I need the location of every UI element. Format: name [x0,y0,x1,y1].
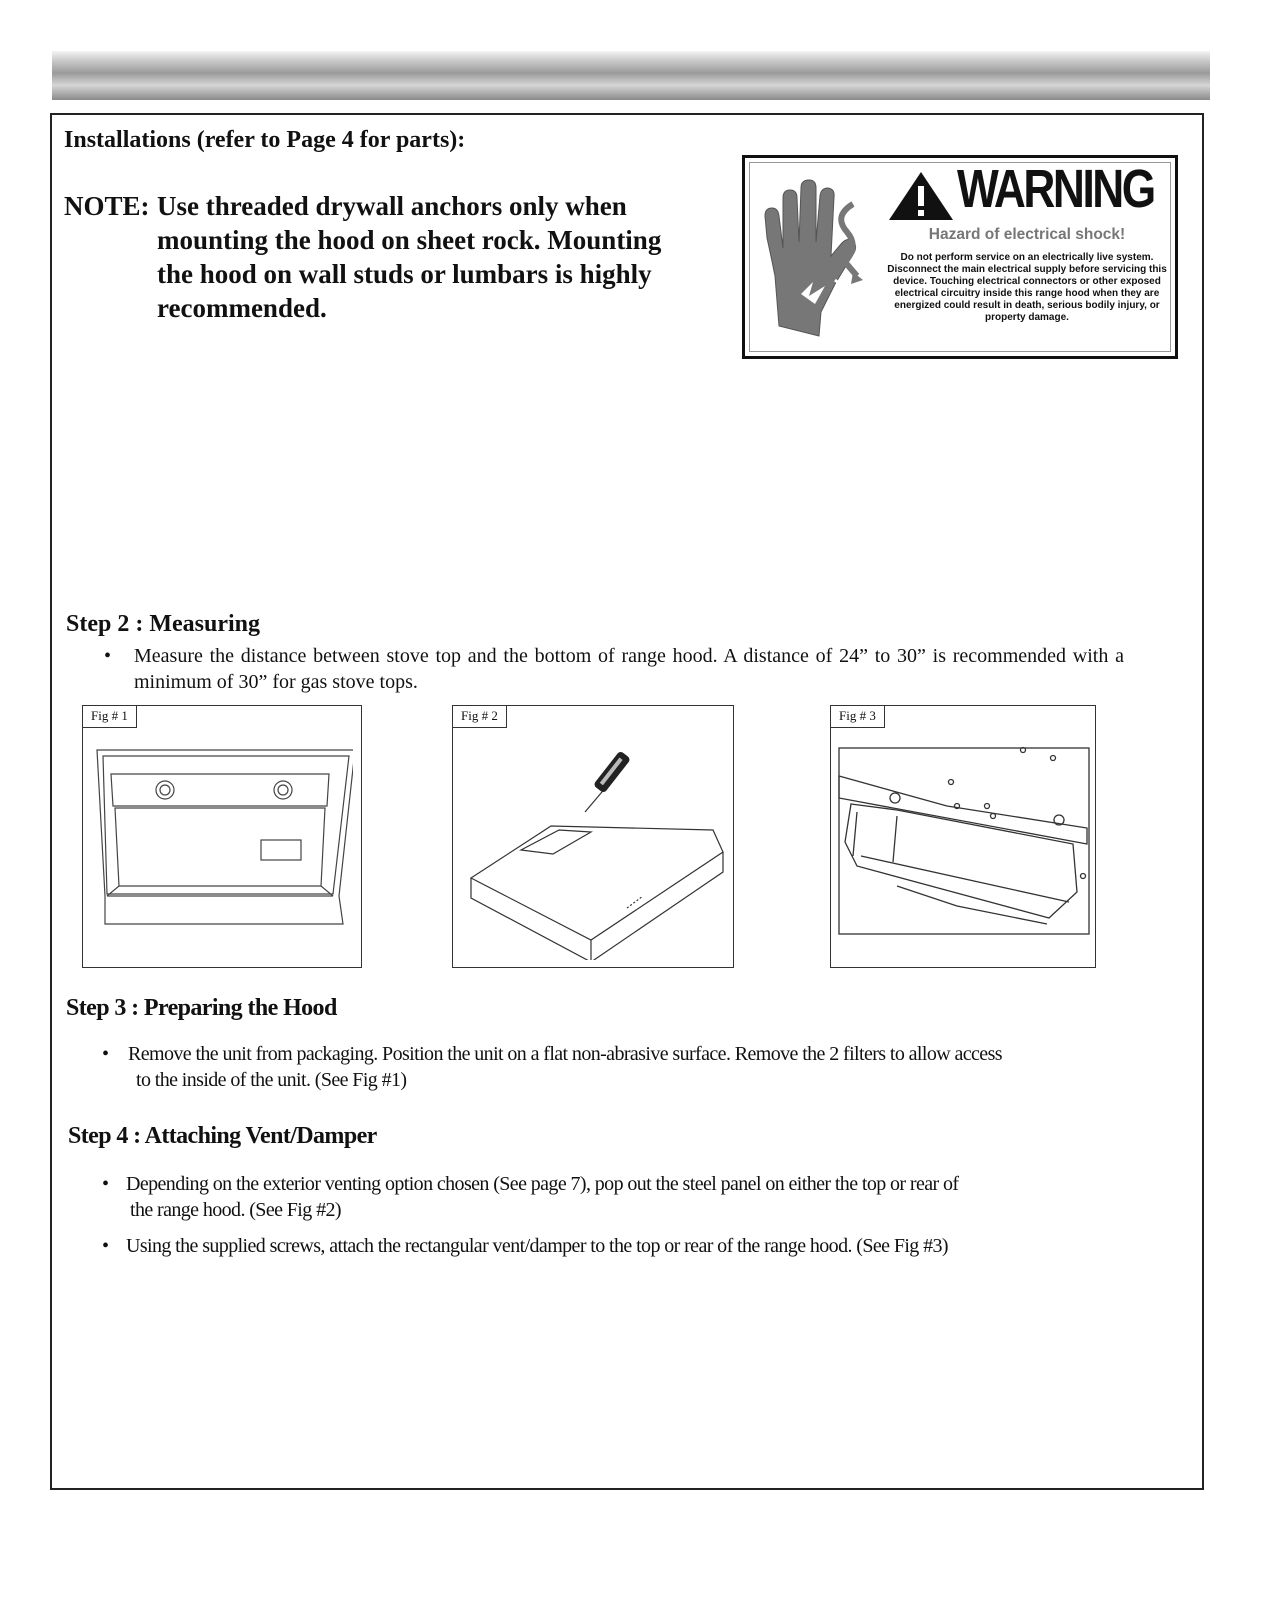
note-text: Use threaded drywall anchors only when mounting the hood on sheet rock. Mounting the hood on wall studs or lumbars is highly recommended. [157,191,662,323]
figure-3 [830,705,1096,968]
step4-title: Step 4 : Attaching Vent/Damper [68,1123,377,1149]
figure-1-label: Fig # 1 [83,706,137,728]
step4-bullet2-text: Using the supplied screws, attach the rectangular vent/damper to the top or rear of the range hood. (See Fig #3) [126,1235,948,1257]
step2-title: Step 2 : Measuring [66,611,260,637]
figure-2 [452,705,734,968]
note-label: NOTE: [64,191,150,221]
vent-damper-illustration [837,746,1093,938]
step4-bullet-2 [102,1233,1162,1259]
warning-heading: WARNING [957,159,1154,219]
electric-shock-hand-icon [753,176,883,351]
range-hood-underside-illustration [93,746,353,946]
content-frame [50,113,1204,1490]
page-title: Installations (refer to Page 4 for parts): [64,127,466,153]
header-bar [52,51,1210,100]
warning-subheading: Hazard of electrical shock! [928,226,1126,243]
step4-bullet1-line1: Depending on the exterior venting option chosen (See page 7), pop out the steel panel on either the top or rear of [126,1173,959,1195]
bullet-dot: • [102,1235,109,1257]
bullet-dot: • [102,1043,109,1065]
step3-bullet [102,1041,1162,1093]
step4-bullet-1 [102,1171,1162,1223]
bullet-dot: • [102,1173,109,1195]
step3-title: Step 3 : Preparing the Hood [66,995,337,1021]
bullet-dot: • [104,645,112,667]
note [64,189,704,325]
step3-line2: to the inside of the unit. (See Fig #1) [136,1069,407,1091]
step2-text: Measure the distance between stove top and the bottom of range hood. A distance of 24” to 30” is recommended with a minimum of 30” for gas stove tops. [134,645,1124,693]
warning-box [742,155,1178,359]
figure-3-label: Fig # 3 [831,706,885,728]
step3-line1: Remove the unit from packaging. Position the unit on a flat non-abrasive surface. Remove the 2 filters to allow access [128,1043,1002,1065]
warning-body: Do not perform service on an electrically live system. Disconnect the main electrical supply before servicing this device. Touching electrical connectors or other exposed electrical circuitry inside this range hood when they are energized could result in death, serious bodily injury, or property damage. [887,252,1167,323]
figure-2-label: Fig # 2 [453,706,507,728]
screwdriver-on-hood-illustration [467,730,725,960]
step2-bullet [104,643,1124,695]
warning-triangle-icon [887,170,955,222]
figure-1 [82,705,362,968]
step4-bullet1-line2: the range hood. (See Fig #2) [130,1199,341,1221]
warning-header [887,159,1169,224]
